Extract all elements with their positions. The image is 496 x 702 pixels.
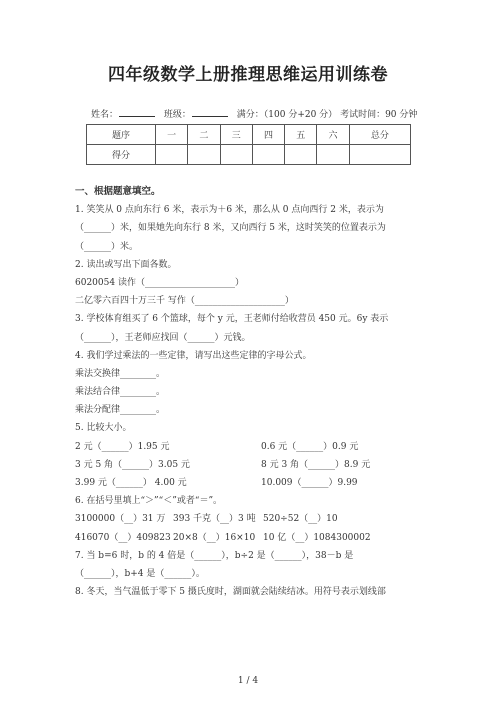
q6-item: 20×8（__）16×10 [173,532,256,543]
question-line: 2. 读出或写出下面各数。 [75,259,177,270]
compare-row [75,456,425,474]
page-title: 四年级数学上册推理思维运用训练卷 [108,65,388,85]
header-cell: 六 [317,125,349,145]
score-cell[interactable] [188,145,220,165]
score-cell[interactable] [252,145,284,165]
exam-time-text: 考试时间：90 分钟 [340,110,418,120]
header-cell: 五 [285,125,317,145]
question-line: （______）米，如果她先向东行 8 米，又向西行 5 米，这时笑笑的位置表示为 [75,223,386,234]
question-line: （______），王老师应找回（______）元钱。 [75,332,251,343]
compare-item: 3 元 5 角（______）3.05 元 [75,459,190,470]
score-cell[interactable] [317,145,349,165]
question-line: （______），b+4 是（______）。 [75,568,205,579]
name-blank[interactable] [119,108,155,117]
header-cell: 总分 [349,125,410,145]
question-line: 乘法分配律________。 [75,405,166,416]
question-line: 乘法交换律________。 [75,368,166,379]
q6-row [75,510,425,528]
q6-item: 10 亿（__）1084300002 [263,532,371,543]
score-cell[interactable] [220,145,252,165]
question-line: 7. 当 b=6 时，b 的 4 倍是（______），b÷2 是（______），38－b 是 [75,550,354,561]
compare-item: 2 元（______）1.95 元 [75,441,170,452]
class-label: 班级： [163,110,191,120]
score-row-label: 得分 [87,145,156,165]
q6-item: 393 千克（__）3 吨 [173,514,256,525]
question-line: 5. 比较大小。 [75,423,132,434]
score-table [86,124,411,165]
question-line: 6020054 读作（____________________） [75,277,244,288]
header-cell: 三 [220,125,252,145]
score-table-header-row [87,125,411,145]
q6-item: 3100000（__）31 万 [75,514,166,525]
compare-item: 10.009（______）9.99 [261,478,358,488]
q6-item: 416070（__）409823 [75,532,171,543]
q6-item: 520÷52（__）10 [263,514,338,525]
question-line: 1. 笑笑从 0 点向东行 6 米，表示为＋6 米，那么从 0 点向西行 2 米，表示为 [75,205,384,216]
full-score-text: 满分：（100 分+20 分） [236,110,338,120]
question-line: 4. 我们学过乘法的一些定律，请写出这些定律的字母公式。 [75,350,312,361]
question-content [75,183,425,601]
score-cell[interactable] [349,145,410,165]
question-line: 6. 在括号里填上“＞”“＜”或者“＝”。 [75,496,223,507]
compare-row [75,438,425,456]
class-blank[interactable] [192,108,228,117]
compare-row [75,474,425,492]
header-cell: 四 [252,125,284,145]
student-info-line [91,107,417,120]
header-cell: 二 [188,125,220,145]
question-line: 8. 冬天，当气温低于零下 5 摄氏度时，湖面就会陆续结冰。用符号表示划线部 [75,587,386,598]
q6-row [75,529,425,547]
compare-item: 8 元 3 角（______）8.9 元 [261,459,371,470]
question-line: 乘法结合律________。 [75,387,166,398]
question-line: 二亿零六百四十万三千 写作（____________________） [75,296,294,307]
compare-item: 0.6 元（______）0.9 元 [261,441,359,452]
score-cell[interactable] [156,145,188,165]
score-table-score-row [87,145,411,165]
question-line: （______）米。 [75,241,139,252]
compare-item: 3.99 元（______） 4.00 元 [75,478,187,488]
header-cell: 题序 [87,125,156,145]
question-line: 3. 学校体育组买了 6 个篮球，每个 y 元，王老师付给收营员 450 元。6y 表示 [75,314,389,325]
score-cell[interactable] [285,145,317,165]
name-label: 姓名： [91,110,119,120]
header-cell: 一 [156,125,188,145]
page-number: 1 / 4 [237,676,259,686]
section-heading: 一、根据题意填空。 [75,186,161,197]
